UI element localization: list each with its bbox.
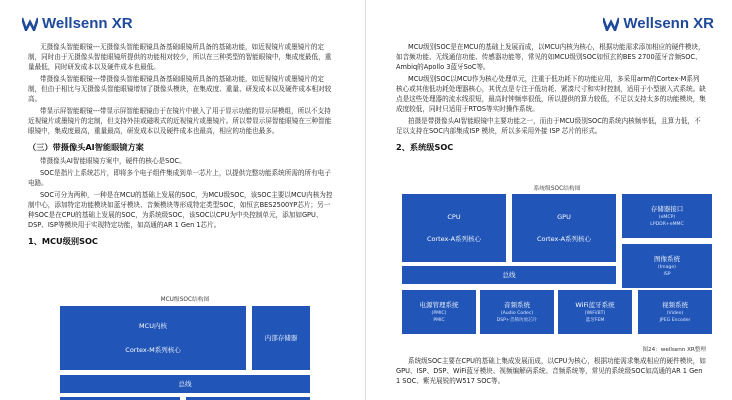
paragraph: 无摄像头智能眼镜---无摄像头智能眼镜具备基础眼镜所具备的基础功能，如近视镜片或墨镜片的定制，同时由于无摄像头智能眼镜所提供的功能相对较少，所以在三种类型的智能眼镜中，集成度最低，重量最低，同时研发成本以及硬件成本也最低。: [28, 43, 332, 71]
paragraph: SOC是指片上系统芯片，即将多个电子组件集成到单一芯片上，以提供完整功能系统所需的所有电子电路。: [28, 169, 331, 187]
wifi-bt-sub2: 蓝牙FEM: [585, 318, 605, 323]
paragraph: 带摄像头AI智能眼镜方案中，硬件的核心是SOC。: [40, 157, 186, 165]
subsection-heading: 1、MCU级别SOC: [28, 236, 98, 246]
right-text-column-lower: [396, 356, 706, 388]
brand-name: Wellsenn XR: [42, 15, 133, 32]
figure-caption: 图24：wellsenn XR整理: [642, 347, 706, 353]
cpu-sub: Cortex-A系列核心: [426, 235, 482, 243]
diagram-title: 系统级SOC结构图: [533, 186, 581, 192]
image-system-label: 图像系统: [654, 255, 680, 263]
paragraph: 拍摄是带摄像头AI智能眼镜中主要功能之一，而由于MCU级别SOC的系统内核频率低，且算力低，不足以支持在SOC内部集成ISP 模块，所以多采用外接 ISP 芯片的形式。: [396, 117, 701, 135]
gpu-sub: Cortex-A系列核心: [536, 235, 592, 243]
paragraph: MCU级别SOC以MCU作为核心处理单元，注重于低功耗下的功能应用，多采用arm的Cortex-M系列核心或其他低功耗处理器核心，其优点是专注于低功耗、紧凑尺寸和实时控制，适用于小型嵌入式系统。缺点是这些处理器的流水线很短，最高时钟频率很低，所以提供的算力较低，不足以支持太多的功能模块，集成度较低，同时只适用于RTOS等实时操作系统。: [396, 75, 706, 113]
image-system-sub2: ISP: [663, 272, 671, 277]
internal-storage-label: 内部存储器: [264, 334, 298, 342]
pmic-sub: (PMIC): [431, 311, 447, 316]
right-text-column: [396, 42, 706, 156]
bus-block: [60, 375, 310, 393]
bus-block: [402, 266, 616, 284]
paragraph: 系统级SOC主要在CPU的基础上集成发展而成，以CPU为核心，根据功能需求集成相应的硬件模块，如GPU、ISP、DSP、WiFi蓝牙模块、视频编解码系统、音频系统等，常见的系统级SOC如高通的AR 1 Gen 1 SOC、紫光展锐的W517 SOC等。: [396, 357, 706, 385]
paragraph: SOC可分为两种，一种是在MCU的基础上发展的SOC，为MCU级SOC，该SOC主要以MCU内核为控制中心，添加特定功能模块如蓝牙模块、音频模块等形成特定类型SOC，如恒玄BES2500YP芯片；另一种SOC是在CPU的基础上发展的SOC，为系统级SOC，该SOC以CPU为中央控制单元，添加如GPU、DSP、ISP等模块用于实现特定功能，如高通的AR 1 Gen 1芯片。: [28, 191, 333, 229]
video-system-block: [638, 290, 712, 334]
storage-interface-sub2: LPDDR+eMMC: [650, 222, 684, 227]
storage-interface-label: 存储器接口: [650, 205, 684, 213]
pmic-label: 电源管理系统: [419, 301, 459, 309]
pmic-block: [402, 290, 476, 334]
left-text-column: [28, 42, 335, 250]
brand-logo: [22, 15, 133, 32]
wifi-bt-label: WiFi蓝牙系统: [575, 301, 615, 309]
gpu-label: GPU: [557, 213, 571, 221]
bus-label: 总线: [502, 271, 516, 279]
internal-storage-block: [252, 306, 310, 370]
audio-system-sub2: DSP+音频功放芯片: [496, 318, 538, 323]
storage-interface-sub: (eMCP): [658, 215, 676, 220]
brand-logo: [603, 15, 714, 32]
right-page: [366, 0, 732, 400]
audio-system-label: 音频系统: [504, 301, 530, 309]
section-heading: （三）带摄像头AI智能眼镜方案: [28, 142, 144, 152]
diagram-title: MCU级SOC结构图: [160, 297, 210, 303]
audio-system-block: [480, 290, 554, 334]
pmic-sub2: PMIC: [433, 318, 445, 323]
mcu-core-block: [60, 306, 246, 370]
paragraph: 带显示屏智能眼镜---带显示屏智能眼镜由于在镜片中嵌入了用于显示功能的显示屏模组，所以不支持近视镜片或墨镜片的定制，但支持外挂或磁吸式的近视镜片或墨镜片。所以带显示屏智能眼镜在三种智能眼镜中，集成度最高，重量最高，研发成本以及硬件成本也最高，相应的功能也最多。: [28, 107, 332, 135]
subsection-heading: 2、系统级SOC: [396, 142, 454, 152]
paragraph: 带摄像头智能眼镜---带摄像头智能眼镜具备基础眼镜所具备的基础功能，如近视镜片或墨镜片的定制，但由于相比与无摄像头智能眼镜增加了摄像头模块，在集成度、重量、研发成本以及硬件成本相对较高。: [28, 75, 332, 103]
audio-system-sub: (Audio Codec): [500, 311, 534, 316]
image-system-sub: (Image): [658, 265, 676, 270]
mcu-core-label: MCU内核: [139, 322, 167, 330]
storage-interface-block: [622, 194, 712, 238]
gpu-block: [512, 194, 616, 262]
cpu-block: [402, 194, 506, 262]
brand-mark-icon: [603, 17, 619, 31]
cpu-label: CPU: [447, 213, 461, 221]
wifi-bt-block: [558, 290, 632, 334]
video-system-sub2: JPEG Encoder: [659, 318, 691, 323]
paragraph: MCU级别SOC是在MCU的基础上发展而成，以MCU内核为核心，根据功能需求添加相应的硬件模块，如音频功能、无线通信功能、传感器功能等，常见的如MCU级别SOC如恒玄的BES 2700蓝牙音频SOC、Ambiq的Apollo 3蓝牙SoC等。: [396, 43, 705, 71]
wifi-bt-sub: (WiFi/BT): [584, 311, 606, 316]
bus-label: 总线: [178, 380, 192, 388]
mcu-core-sub: Cortex-M系列核心: [125, 346, 181, 354]
brand-mark-icon: [22, 17, 38, 31]
image-system-block: [622, 244, 712, 288]
brand-name: Wellsenn XR: [623, 15, 714, 32]
video-system-label: 视频系统: [662, 301, 688, 309]
video-system-sub: (Video): [666, 311, 684, 316]
